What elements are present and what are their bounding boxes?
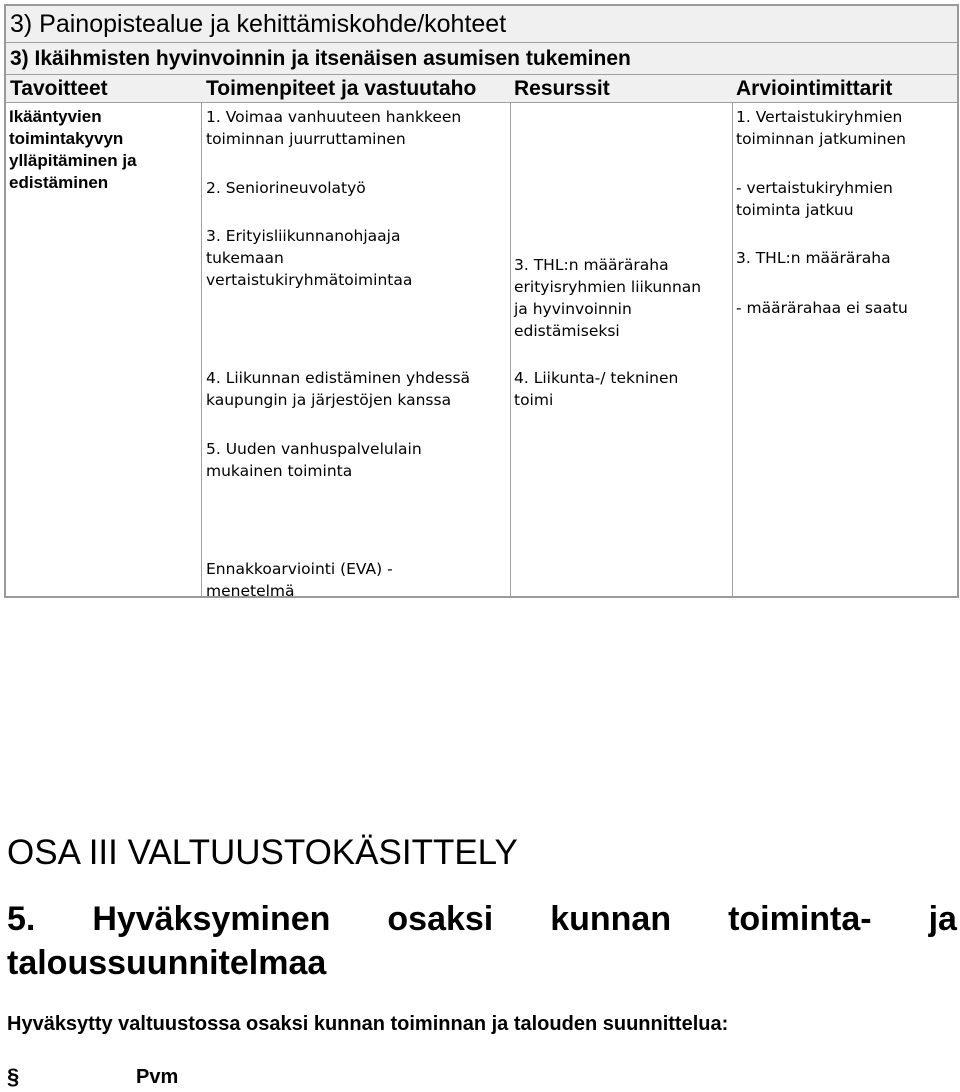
indicator-line: toiminta jatkuu <box>736 201 854 219</box>
resource-line: edistämiseksi <box>514 322 620 340</box>
resource-line: toimi <box>514 391 554 409</box>
plan-table <box>4 4 959 598</box>
approval-text: Hyväksytty valtuustossa osaksi kunnan toiminnan ja talouden suunnittelua: <box>7 1013 729 1035</box>
section-5-heading <box>7 897 957 985</box>
action-line: mukainen toiminta <box>206 462 353 480</box>
action-line: 5. Uuden vanhuspalvelulain <box>206 440 422 458</box>
header-goals: Tavoitteet <box>10 77 108 100</box>
resource-line: 3. THL:n määräraha <box>514 256 669 274</box>
resource-line: 4. Liikunta-/ tekninen <box>514 369 679 387</box>
table-subtitle: 3) Ikäihmisten hyvinvoinnin ja itsenäisen asumisen tukeminen <box>6 43 957 75</box>
column-divider <box>201 103 202 596</box>
goal-line: Ikääntyvien <box>9 107 102 126</box>
resource-4 <box>514 367 678 411</box>
goal-line: edistäminen <box>9 173 109 192</box>
indicator-1 <box>736 106 906 150</box>
heading-word: kunnan <box>550 900 672 938</box>
action-line: 1. Voimaa vanhuuteen hankkeen <box>206 108 462 126</box>
resource-line: ja hyvinvoinnin <box>514 300 632 318</box>
action-line: 3. Erityisliikunnanohjaaja <box>206 227 401 245</box>
resource-3 <box>514 254 701 342</box>
indicator-3 <box>736 247 891 269</box>
section-5-line-1 <box>7 897 957 941</box>
section-mark-icon: § <box>7 1064 20 1089</box>
heading-word: Hyväksyminen <box>92 900 331 938</box>
indicator-1-result <box>736 177 893 221</box>
action-line: vertaistukiryhmätoimintaa <box>206 271 413 289</box>
resource-line: erityisryhmien liikunnan <box>514 278 702 296</box>
indicator-line: toiminnan jatkuminen <box>736 130 906 148</box>
action-line: tukemaan <box>206 249 284 267</box>
column-divider <box>732 103 733 596</box>
part-heading: OSA III VALTUUSTOKÄSITTELY <box>7 833 518 872</box>
section-5-line-2: taloussuunnitelmaa <box>7 944 327 982</box>
eva-method <box>206 558 393 602</box>
goal-cell <box>9 106 137 194</box>
table-header-row <box>6 75 957 103</box>
action-line: kaupungin ja järjestöjen kanssa <box>206 391 452 409</box>
column-divider <box>510 103 511 596</box>
heading-word: osaksi <box>387 900 494 938</box>
date-label: Pvm <box>136 1066 179 1088</box>
header-indicators: Arviointimittarit <box>736 77 893 100</box>
goal-line: toimintakyvyn <box>9 129 124 148</box>
action-line: toiminnan juurruttaminen <box>206 130 406 148</box>
indicator-3-result <box>736 297 908 319</box>
action-5 <box>206 438 422 482</box>
action-2 <box>206 177 366 199</box>
table-title: 3) Painopistealue ja kehittämiskohde/kohteet <box>6 6 957 43</box>
indicator-line: - vertaistukiryhmien <box>736 179 893 197</box>
heading-word: ja <box>928 900 957 938</box>
action-line: Ennakkoarviointi (EVA) - <box>206 560 393 578</box>
header-actions: Toimenpiteet ja vastuutaho <box>206 77 477 100</box>
indicator-line: - määrärahaa ei saatu <box>736 299 908 317</box>
action-line: 2. Seniorineuvolatyö <box>206 179 366 197</box>
heading-word: toiminta- <box>728 900 872 938</box>
table-body <box>6 103 957 600</box>
action-line: 4. Liikunnan edistäminen yhdessä <box>206 369 471 387</box>
indicator-line: 3. THL:n määräraha <box>736 249 891 267</box>
header-resources: Resurssit <box>514 77 610 100</box>
heading-word: 5. <box>7 900 36 938</box>
indicator-line: 1. Vertaistukiryhmien <box>736 108 903 126</box>
action-line: menetelmä <box>206 582 295 600</box>
action-1 <box>206 106 461 150</box>
action-3 <box>206 225 412 291</box>
action-4 <box>206 367 470 411</box>
goal-line: ylläpitäminen ja <box>9 151 137 170</box>
